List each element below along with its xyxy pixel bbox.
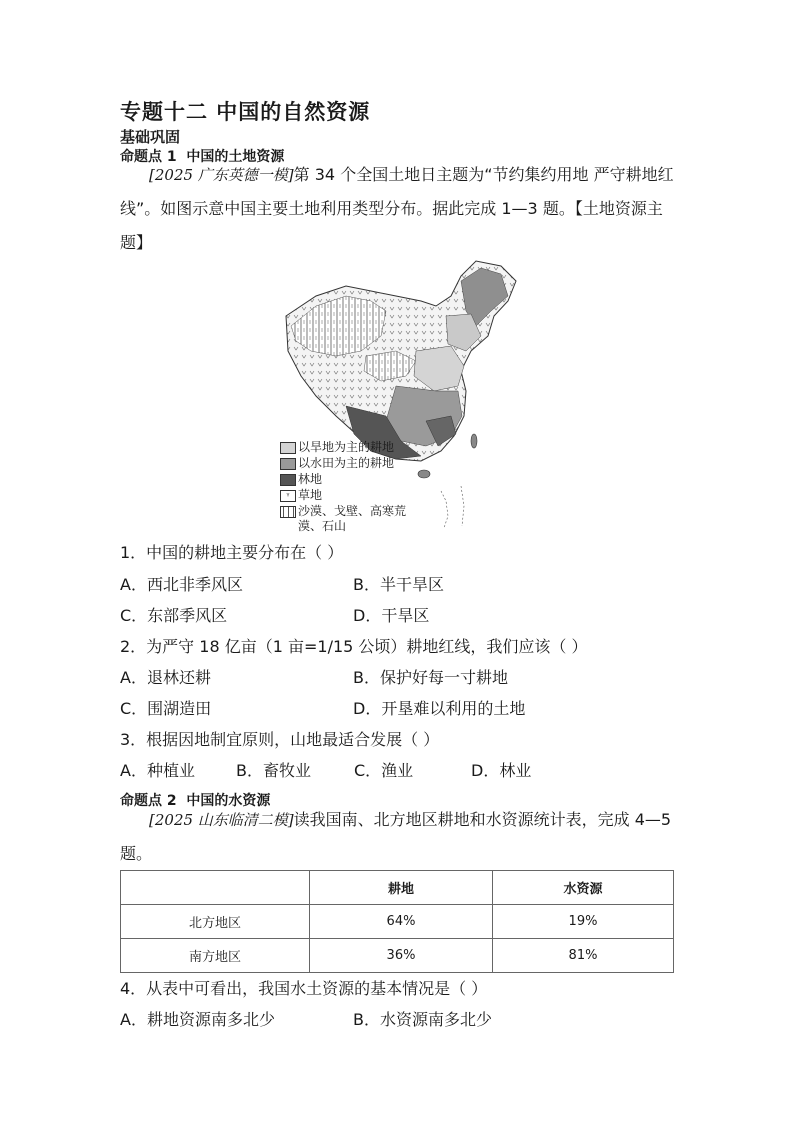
q1-option-d[interactable]: D．干旱区: [353, 606, 430, 625]
question-3-stem: 3．根据因地制宜原则，山地最适合发展（ ）: [120, 730, 440, 749]
table-cell: 19%: [493, 905, 674, 939]
legend-item-paddy: [280, 456, 408, 472]
legend-item-dryland: [280, 440, 408, 456]
intro-paragraph-1: [120, 158, 676, 260]
intro-paragraph-2: [120, 803, 676, 871]
table-row: [121, 905, 674, 939]
question-1-stem: 1．中国的耕地主要分布在（ ）: [120, 543, 344, 562]
legend-swatch: ᵞ: [280, 490, 296, 502]
intro-text: 读我国南、北方地区耕地和水资源统计表，完成 4—5 题。: [120, 810, 672, 863]
legend-label: 林地: [298, 472, 323, 486]
source-citation: [2025 广东英德一模]: [149, 166, 294, 184]
q1-option-b[interactable]: B．半干旱区: [353, 575, 444, 594]
q2-option-c[interactable]: C．围湖造田: [120, 699, 212, 718]
section-heading: 基础巩固: [120, 128, 181, 146]
legend-label: 沙漠、戈壁、高寒荒漠、石山: [298, 504, 407, 533]
topic-label: 命题点 2: [120, 793, 177, 809]
legend-item-desert: [280, 504, 408, 536]
table-header-cell: 水资源: [493, 871, 674, 905]
q4-option-b[interactable]: B．水资源南多北少: [353, 1010, 492, 1029]
q2-option-a[interactable]: A．退林还耕: [120, 668, 211, 687]
legend-swatch: [280, 474, 296, 486]
page-title: 专题十二 中国的自然资源: [120, 100, 371, 124]
intro-text: 第 34 个全国土地日主题为“节约集约用地 严守耕地红线”。如图示意中国主要土地利用类型分布。据此完成 1—3 题。【土地资源主题】: [120, 165, 674, 252]
question-4-stem: 4．从表中可看出，我国水土资源的基本情况是（ ）: [120, 979, 488, 998]
table-cell: 64%: [310, 905, 493, 939]
legend-item-grassland: [280, 488, 408, 504]
table-row: [121, 939, 674, 973]
table-header-row: [121, 871, 674, 905]
q3-option-d[interactable]: D．林业: [471, 761, 532, 780]
table-header-cell: [121, 871, 310, 905]
legend-item-forest: [280, 472, 408, 488]
q1-option-c[interactable]: C．东部季风区: [120, 606, 228, 625]
legend-label: 以水田为主的耕地: [298, 456, 395, 470]
q4-option-a[interactable]: A．耕地资源南多北少: [120, 1010, 275, 1029]
table-cell: 36%: [310, 939, 493, 973]
topic-label: 命题点 1: [120, 149, 177, 165]
legend-label: 草地: [298, 488, 323, 502]
q3-option-c[interactable]: C．渔业: [354, 761, 414, 780]
source-citation: [2025 山东临清二模]: [149, 811, 294, 829]
legend-swatch: [280, 506, 296, 518]
table-cell: 南方地区: [121, 939, 310, 973]
q3-option-b[interactable]: B．畜牧业: [236, 761, 311, 780]
table-cell: 81%: [493, 939, 674, 973]
table-header-cell: 耕地: [310, 871, 493, 905]
topic-title: 中国的土地资源: [186, 149, 285, 165]
statistics-table: [120, 870, 674, 973]
topic-title: 中国的水资源: [186, 793, 271, 809]
legend-label: 以旱地为主的耕地: [298, 440, 395, 454]
q2-option-b[interactable]: B．保护好每一寸耕地: [353, 668, 508, 687]
q1-option-a[interactable]: A．西北非季风区: [120, 575, 243, 594]
legend-swatch: [280, 458, 296, 470]
q2-option-d[interactable]: D．开垦难以利用的土地: [353, 699, 526, 718]
map-legend: [280, 440, 408, 536]
legend-swatch: [280, 442, 296, 454]
q3-option-a[interactable]: A．种植业: [120, 761, 195, 780]
table-cell: 北方地区: [121, 905, 310, 939]
question-2-stem: 2．为严守 18 亿亩（1 亩=1/15 公顷）耕地红线，我们应该（ ）: [120, 637, 588, 656]
